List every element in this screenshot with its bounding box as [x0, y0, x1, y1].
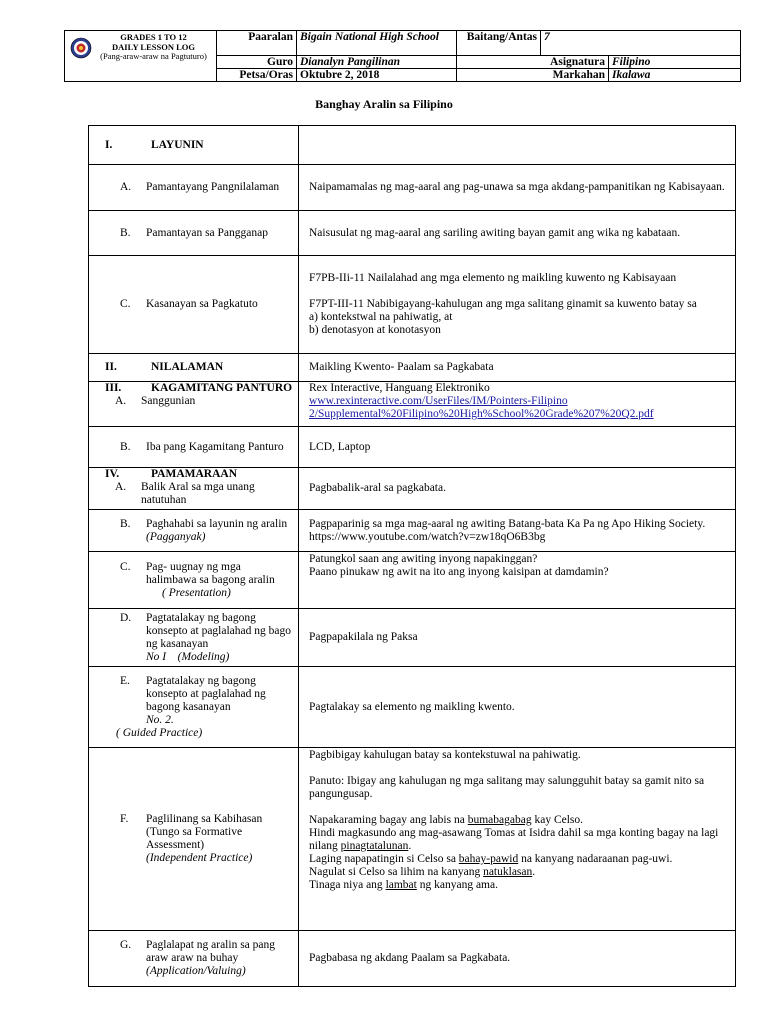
row-layunin [89, 126, 736, 165]
reference-link[interactable]: www.rexinteractive.com/UserFiles/IM/Pointers-Filipino 2/Supplemental%20Filipino%20High%School%20Grade%207%20Q2.pdf [309, 395, 654, 420]
baitang-value: 7 [541, 31, 741, 56]
section-heading: KAGAMITANG PANTURO [151, 382, 293, 394]
logo-line3: (Pang-araw-araw na Pagtuturo) [100, 51, 207, 61]
activity-text: Pagpaparinig sa mga mag-aaral ng awiting Batang-bata Ka Pa ng Apo Hiking Society. [309, 517, 706, 530]
sentence-1: Napakaraming bagay ang labis na bumabagabag kay Celso. [309, 814, 584, 826]
baitang-label: Baitang/Antas [457, 31, 541, 56]
markahan-value: Ikalawa [609, 69, 741, 82]
lesson-table [88, 125, 736, 987]
item-value: Naipamamalas ng mag-aaral ang pag-unawa sa mga akdang-pampanitikan ng Kabisayaan. [299, 165, 736, 211]
row-paghahabi [89, 510, 736, 552]
deped-seal-icon [70, 37, 92, 59]
item-label-italic: ( Presentation) [162, 586, 231, 599]
sentence-2: Hindi magkasundo ang mag-asawang Tomas at Isidra dahil sa mga konting bagay na lagi nilang pinagtatalunan. [309, 827, 719, 852]
item-label-italic: (Independent Practice) [146, 852, 253, 864]
item-value: Naisusulat ng mag-aaral ang sariling awiting bayan gamit ang wika ng kabataan. [299, 211, 736, 256]
row-balik-aral [89, 468, 736, 510]
item-letter: E. [120, 674, 130, 687]
item-letter: A. [115, 481, 127, 493]
item-label: Paglilinang sa Kabihasan (Tungo sa Formative Assessment) [146, 813, 263, 851]
item-label: Pagtatalakay ng bagong konsepto at paglalahad ng bagong kasanayan [146, 674, 266, 713]
section-number: III. [105, 382, 122, 394]
row-kasanayan-sa-pagkatuto [89, 256, 736, 354]
reference-source: Rex Interactive, Hanguang Elektroniko [309, 382, 490, 394]
item-value: Pagtalakay sa elemento ng maikling kwento. [299, 667, 736, 748]
logo-line1: GRADES 1 TO 12 [120, 32, 187, 42]
item-label: Pagtatalakay ng bagong konsepto at paglalahad ng bago ng kasanayan [146, 611, 291, 650]
item-value [299, 552, 736, 609]
sentence-4: Nagulat si Celso sa lihim na kanyang natuklasan. [309, 866, 536, 878]
item-letter: B. [120, 440, 131, 453]
item-label: Pamantayan sa Pangganap [146, 226, 268, 239]
guro-value: Dianalyn Pangilinan [297, 56, 457, 69]
section-heading: NILALAMAN [151, 361, 224, 373]
item-value: Pagbabalik-aral sa pagkabata. [299, 468, 736, 510]
competency-2: F7PT-III-11 Nabibigayang-kahulugan ang mga salitang ginamit sa kuwento batay sa [309, 298, 697, 310]
item-value [299, 510, 736, 552]
row-pamantayan-sa-pangganap [89, 211, 736, 256]
item-letter: B. [120, 517, 131, 530]
item-label: Pag- uugnay ng mga halimbawa sa bagong aralin [146, 560, 275, 586]
item-label: Paghahabi sa layunin ng aralin [146, 517, 288, 530]
question-1: Patungkol saan ang awiting inyong napakinggan? [309, 553, 538, 565]
underlined-word: pinagtatalunan [340, 840, 409, 852]
row-pag-uugnay [89, 552, 736, 609]
item-letter: D. [120, 611, 132, 624]
item-label: Balik Aral sa mga unang natutuhan [141, 481, 255, 506]
row-pagtatalakay-2 [89, 667, 736, 748]
item-value: Pagpapakilala ng Paksa [299, 609, 736, 667]
item-letter: B. [120, 226, 131, 239]
instructions: Panuto: Ibigay ang kahulugan ng mga salitang may salungguhit batay sa gamit nito sa pangungusap. [309, 775, 705, 800]
item-value [299, 748, 736, 931]
item-letter: A. [115, 395, 127, 407]
activity-title: Pagbibigay kahulugan batay sa kontekstuwal na pahiwatig. [309, 749, 581, 761]
item-label-italic: No. 2. [146, 713, 174, 726]
row-paglilinang [89, 748, 736, 931]
item-label-italic: (Application/Valuing) [146, 965, 246, 977]
underlined-word: bahay-pawid [458, 853, 519, 865]
competency-1: F7PB-IIi-11 Nailalahad ang mga elemento ng maikling kuwento ng Kabisayaan [309, 272, 677, 284]
logo-line2: DAILY LESSON LOG [112, 41, 195, 52]
item-label: Sanggunian [141, 395, 196, 407]
document-title: Banghay Aralin sa Filipino [315, 97, 453, 111]
competency-2b: b) denotasyon at konotasyon [309, 324, 441, 336]
item-label-italic: ( Guided Practice) [116, 726, 203, 739]
item-value: LCD, Laptop [299, 427, 736, 468]
underlined-word: bumabagabag [467, 814, 532, 826]
item-letter: C. [120, 560, 131, 573]
question-2: Paano pinukaw ng awit na ito ang inyong kaisipan at damdamin? [309, 566, 609, 578]
underlined-word: lambat [385, 879, 417, 891]
paaralan-label: Paaralan [217, 31, 297, 56]
row-pagtatalakay-1 [89, 609, 736, 667]
section-number: II. [105, 361, 117, 373]
video-url: https://www.youtube.com/watch?v=zw18qO6B3bg [309, 530, 546, 543]
row-paglalapat [89, 931, 736, 987]
item-label: Pamantayang Pangnilalaman [146, 181, 280, 193]
sentence-3: Laging napapatingin si Celso sa bahay-pawid na kanyang nadaraanan pag-uwi. [309, 853, 673, 865]
item-letter: C. [120, 298, 131, 310]
petsa-value: Oktubre 2, 2018 [297, 69, 457, 82]
logo-cell [65, 31, 217, 82]
item-label-italic: No I (Modeling) [146, 650, 230, 663]
item-label-italic: (Pagganyak) [146, 530, 206, 543]
asignatura-label: Asignatura [457, 56, 609, 69]
markahan-label: Markahan [457, 69, 609, 82]
row-kagamitang-panturo [89, 382, 736, 427]
underlined-word: natuklasan [483, 866, 533, 878]
item-value: Pagbabasa ng akdang Paalam sa Pagkabata. [299, 931, 736, 987]
guro-label: Guro [217, 56, 297, 69]
section-number: I. [105, 138, 113, 151]
section-heading: LAYUNIN [151, 138, 204, 151]
row-iba-pang-kagamitan [89, 427, 736, 468]
item-label: Kasanayan sa Pagkatuto [146, 298, 258, 310]
paaralan-value: Bigain National High School [297, 31, 457, 56]
petsa-label: Petsa/Oras [217, 69, 297, 82]
item-letter: A. [120, 181, 132, 193]
row-nilalaman [89, 354, 736, 382]
row-pamantayang-pangnilalaman [89, 165, 736, 211]
section-number: IV. [105, 468, 120, 480]
sentence-5: Tinaga niya ang lambat ng kanyang ama. [309, 879, 498, 891]
item-label: Iba pang Kagamitang Panturo [146, 440, 284, 453]
item-label: Paglalapat ng aralin sa pang araw araw na buhay [146, 939, 276, 964]
item-letter: F. [120, 813, 129, 825]
section-heading: PAMAMARAAN [151, 468, 238, 480]
competency-2a: a) kontekstwal na pahiwatig, at [309, 311, 453, 323]
asignatura-value: Filipino [609, 56, 741, 69]
item-value [299, 256, 736, 354]
item-letter: G. [120, 939, 132, 951]
header-table [64, 30, 741, 82]
item-value: Maikling Kwento- Paalam sa Pagkabata [299, 354, 736, 382]
